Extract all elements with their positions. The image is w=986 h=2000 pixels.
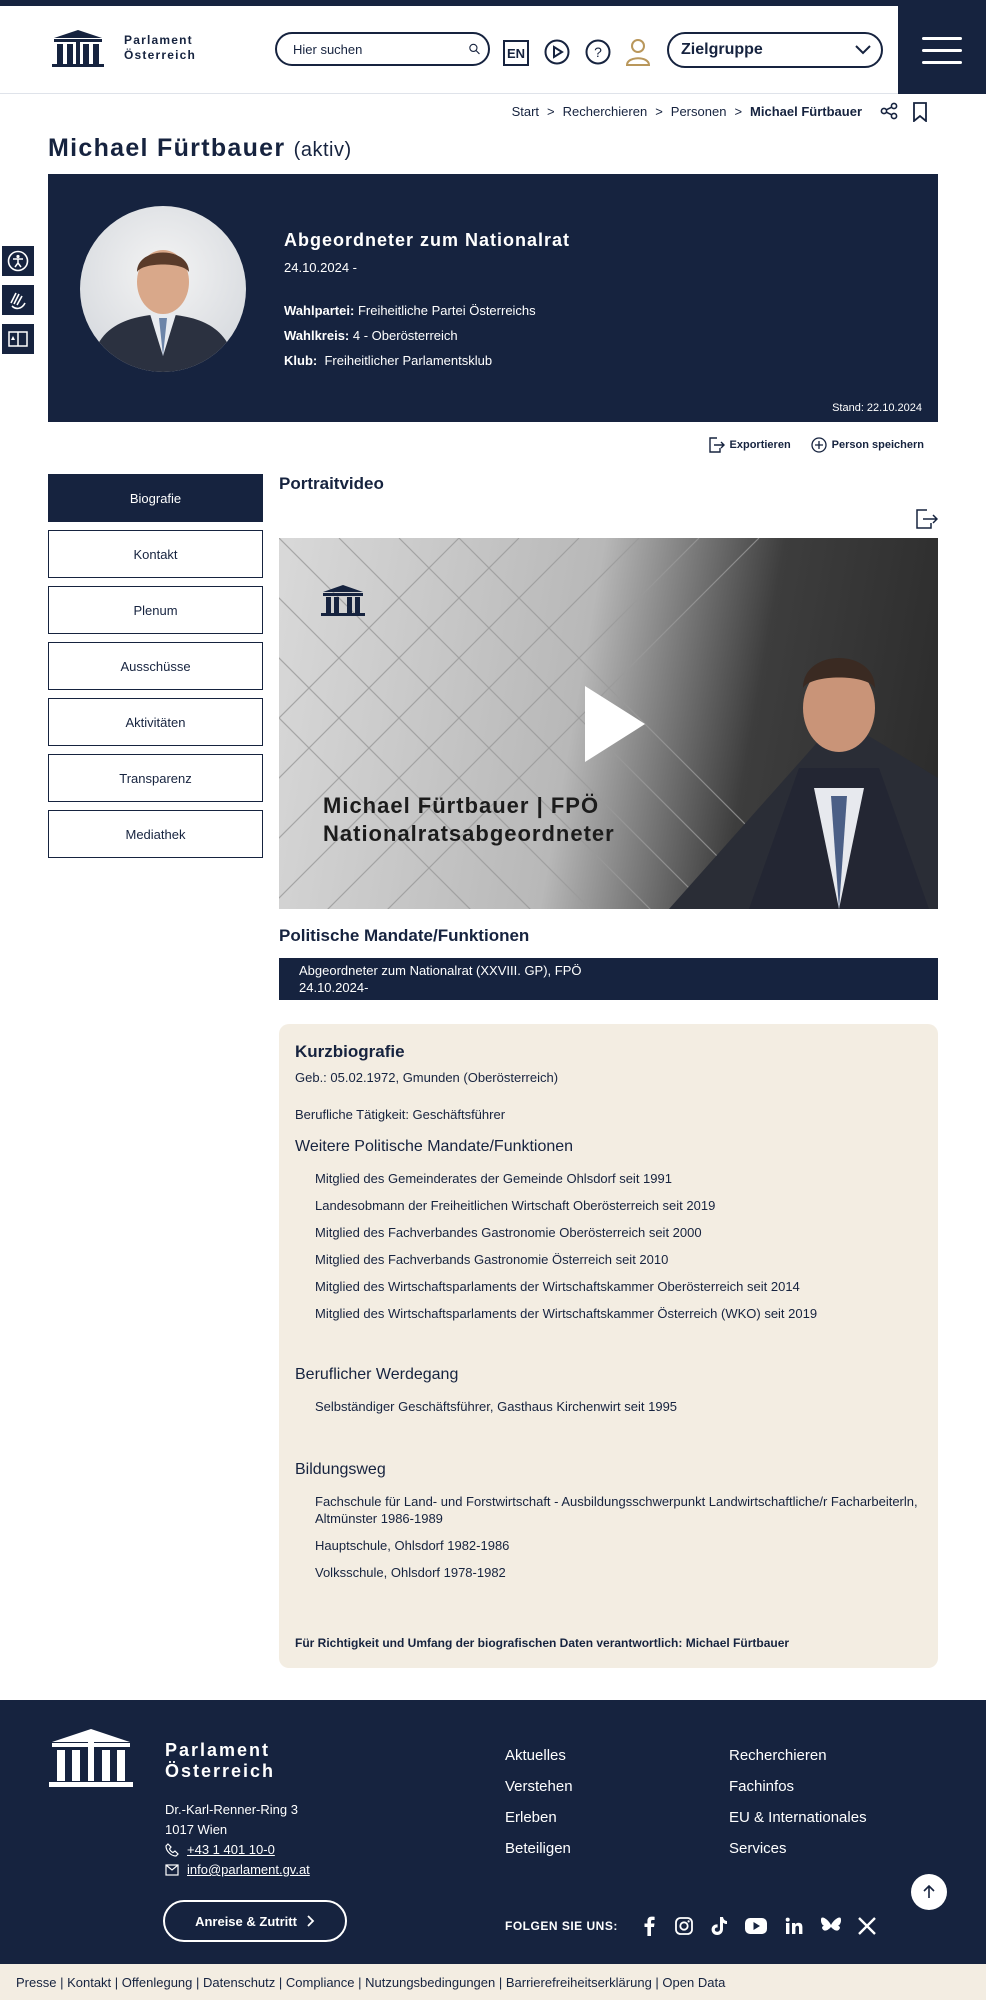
help-icon[interactable] xyxy=(584,38,612,66)
tiktok-icon[interactable] xyxy=(710,1916,728,1936)
plus-circle-icon xyxy=(811,437,827,453)
language-en-button[interactable]: EN xyxy=(503,40,529,66)
facebook-icon[interactable] xyxy=(640,1916,658,1936)
legal-link-presse[interactable]: Presse xyxy=(16,1974,57,1990)
wahlkreis-value: 4 - Oberösterreich xyxy=(352,328,458,343)
accessibility-button[interactable] xyxy=(0,244,36,278)
bio-career-list xyxy=(295,1398,922,1415)
search-input[interactable] xyxy=(293,42,469,57)
search-icon[interactable] xyxy=(469,39,480,59)
parliament-logo[interactable] xyxy=(50,28,196,68)
nav-plenum[interactable]: Plenum xyxy=(48,586,263,634)
legal-link-datenschutz[interactable]: Datenschutz xyxy=(203,1974,276,1990)
easy-language-button[interactable] xyxy=(0,322,36,356)
footer-link-eu[interactable]: EU & Internationales xyxy=(729,1809,867,1826)
person-role: Abgeordneter zum Nationalrat xyxy=(284,230,571,250)
bio-mandates-title: Weitere Politische Mandate/Funktionen xyxy=(295,1138,574,1155)
easy-language-icon xyxy=(7,328,29,350)
list-item: Hauptschule, Ohlsdorf 1982-1986 xyxy=(315,1538,510,1553)
footer-link-verstehen[interactable]: Verstehen xyxy=(505,1778,573,1795)
logo-text: Parlament Österreich xyxy=(124,33,197,62)
footer-link-beteiligen[interactable]: Beteiligen xyxy=(505,1840,571,1857)
footer-nav-col-1 xyxy=(505,1740,573,1864)
search-box[interactable] xyxy=(275,32,490,66)
footer-nav-col-2 xyxy=(729,1740,867,1864)
audience-select-label: Zielgruppe xyxy=(681,41,763,58)
video-play-icon[interactable] xyxy=(543,38,571,66)
nav-transparenz[interactable]: Transparenz xyxy=(48,754,263,802)
legal-links-bar: Presse | Kontakt | Offenlegung | Datenschutz | Compliance | Nutzungsbedingungen | Barrierefreiheitserklärung | Open Data xyxy=(0,1964,986,2000)
list-item: Mitglied des Gemeinderates der Gemeinde Ohlsdorf seit 1991 xyxy=(315,1171,672,1186)
nav-biografie[interactable]: Biografie xyxy=(48,474,263,522)
footer-link-aktuelles[interactable]: Aktuelles xyxy=(505,1747,566,1764)
parliament-building-icon[interactable] xyxy=(48,1726,134,1788)
site-header xyxy=(0,6,986,94)
klub-value: Freiheitlicher Parlamentsklub xyxy=(324,353,493,368)
site-footer xyxy=(0,1700,986,1964)
portrait-photo xyxy=(80,206,246,372)
nav-mediathek[interactable]: Mediathek xyxy=(48,810,263,858)
footer-link-services[interactable]: Services xyxy=(729,1840,787,1857)
nav-kontakt[interactable]: Kontakt xyxy=(48,530,263,578)
bookmark-icon[interactable] xyxy=(912,102,928,122)
video-export-icon[interactable] xyxy=(914,508,938,530)
bio-mandates-list xyxy=(295,1170,922,1322)
wahlpartei-value: Freiheitliche Partei Österreichs xyxy=(357,303,536,318)
list-item: Selbständiger Geschäftsführer, Gasthaus Kirchenwirt seit 1995 xyxy=(315,1399,678,1414)
footer-link-recherchieren[interactable]: Recherchieren xyxy=(729,1747,827,1764)
current-mandate: Abgeordneter zum Nationalrat (XXVIII. GP), FPÖ 24.10.2024- xyxy=(279,958,938,1000)
export-icon xyxy=(707,436,725,454)
instagram-icon[interactable] xyxy=(674,1916,694,1936)
legal-link-kontakt[interactable]: Kontakt xyxy=(67,1974,112,1990)
nav-ausschuesse[interactable]: Ausschüsse xyxy=(48,642,263,690)
social-links xyxy=(505,1916,876,1936)
kurzbiografie-box xyxy=(279,1024,938,1668)
profile-card xyxy=(48,174,938,422)
x-icon[interactable] xyxy=(858,1917,876,1935)
footer-email-link[interactable]: info@parlament.gv.at xyxy=(187,1862,310,1877)
bluesky-icon[interactable] xyxy=(820,1916,842,1936)
person-info: Wahlpartei: Freiheitliche Partei Österreichs Wahlkreis: 4 - Oberösterreich Klub: Freiheitlicher Parlamentsklub xyxy=(284,303,536,368)
list-item: Mitglied des Fachverbands Gastronomie Österreich seit 2010 xyxy=(315,1252,669,1267)
bio-born: Geb.: 05.02.1972, Gmunden (Oberösterreich) xyxy=(295,1070,559,1085)
audience-select[interactable] xyxy=(667,32,883,68)
sign-language-button[interactable] xyxy=(0,283,36,317)
bio-education-title: Bildungsweg xyxy=(295,1461,386,1478)
role-since-date: 24.10.2024 - xyxy=(284,260,358,275)
footer-name: Parlament Österreich xyxy=(165,1740,276,1781)
legal-link-open-data[interactable]: Open Data xyxy=(662,1974,726,1990)
svg-text:?: ? xyxy=(594,44,602,60)
phone-icon xyxy=(165,1843,179,1857)
list-item: Landesobmann der Freiheitlichen Wirtschaft Oberösterreich seit 2019 xyxy=(315,1198,716,1213)
linkedin-icon[interactable] xyxy=(784,1916,804,1936)
legal-link-nutzungsbedingungen[interactable]: Nutzungsbedingungen xyxy=(365,1974,496,1990)
play-icon[interactable] xyxy=(585,686,645,762)
list-item: Mitglied des Wirtschaftsparlaments der Wirtschaftskammer Oberösterreich seit 2014 xyxy=(315,1279,800,1294)
breadcrumb-recherchieren[interactable]: Recherchieren xyxy=(562,104,648,119)
bio-title: Kurzbiografie xyxy=(295,1042,405,1061)
list-item: Mitglied des Fachverbandes Gastronomie Oberösterreich seit 2000 xyxy=(315,1225,702,1240)
breadcrumb-start[interactable]: Start xyxy=(511,104,540,119)
legal-link-offenlegung[interactable]: Offenlegung xyxy=(121,1974,193,1990)
list-item: Fachschule für Land- und Forstwirtschaft - Ausbildungsschwerpunkt Landwirtschaftliche/r Facharbeiterln, Altmünster 1986-1989 xyxy=(315,1494,918,1526)
mandate-heading: Politische Mandate/Funktionen xyxy=(279,926,530,945)
chevron-down-icon xyxy=(855,45,871,55)
footer-phone-link[interactable]: +43 1 401 10-0 xyxy=(187,1842,275,1857)
bio-job: Berufliche Tätigkeit: Geschäftsführer xyxy=(295,1107,506,1122)
menu-button[interactable] xyxy=(898,6,986,94)
sign-language-icon xyxy=(7,289,29,311)
stand-date: Stand: 22.10.2024 xyxy=(832,402,922,414)
mail-icon xyxy=(165,1864,179,1876)
legal-link-barrierefreiheit[interactable]: Barrierefreiheitserklärung xyxy=(505,1974,652,1990)
footer-address: Dr.-Karl-Renner-Ring 3 1017 Wien +43 1 401 10-0 info@parlament.gv.at xyxy=(165,1800,310,1880)
footer-link-erleben[interactable]: Erleben xyxy=(505,1809,557,1826)
legal-link-compliance[interactable]: Compliance xyxy=(285,1974,355,1990)
portrait-video-player[interactable] xyxy=(279,538,938,909)
parliament-building-icon xyxy=(50,28,106,68)
profile-side-nav xyxy=(48,474,263,866)
share-icon[interactable] xyxy=(880,102,898,120)
video-title: Michael Fürtbauer | FPÖ Nationalratsabgeordneter xyxy=(323,793,615,846)
list-item: Volksschule, Ohlsdorf 1978-1982 xyxy=(315,1565,506,1580)
list-item: Mitglied des Wirtschaftsparlaments der Wirtschaftskammer Österreich (WKO) seit 2019 xyxy=(315,1306,818,1321)
save-person-button[interactable]: Person speichern xyxy=(811,437,924,453)
youtube-icon[interactable] xyxy=(744,1917,768,1935)
back-to-top-button[interactable] xyxy=(911,1874,947,1910)
page-tools xyxy=(880,102,928,122)
footer-link-fachinfos[interactable]: Fachinfos xyxy=(729,1778,795,1795)
chevron-right-icon xyxy=(307,1915,315,1927)
user-icon[interactable] xyxy=(624,38,652,66)
breadcrumb-personen[interactable]: Personen xyxy=(670,104,727,119)
bio-responsible-note: Für Richtigkeit und Umfang der biografischen Daten verantwortlich: Michael Fürtbauer xyxy=(295,1636,790,1650)
breadcrumb-current: Michael Fürtbauer xyxy=(750,104,862,119)
page-title: Michael Fürtbauer (aktiv) xyxy=(48,134,352,162)
export-button[interactable]: Exportieren xyxy=(707,436,791,454)
follow-label: FOLGEN SIE UNS: xyxy=(505,1919,618,1933)
video-heading: Portraitvideo xyxy=(279,474,384,493)
nav-aktivitaeten[interactable]: Aktivitäten xyxy=(48,698,263,746)
accessibility-icon xyxy=(7,250,29,272)
breadcrumb: Start > Recherchieren > Personen > Michael Fürtbauer xyxy=(511,104,862,119)
bio-career-title: Beruflicher Werdegang xyxy=(295,1366,459,1383)
arrow-up-icon xyxy=(923,1885,935,1899)
profile-actions xyxy=(707,436,924,454)
person-status: (aktiv) xyxy=(293,139,352,161)
anreise-button[interactable]: Anreise & Zutritt xyxy=(163,1900,347,1942)
bio-education-list xyxy=(295,1493,922,1581)
